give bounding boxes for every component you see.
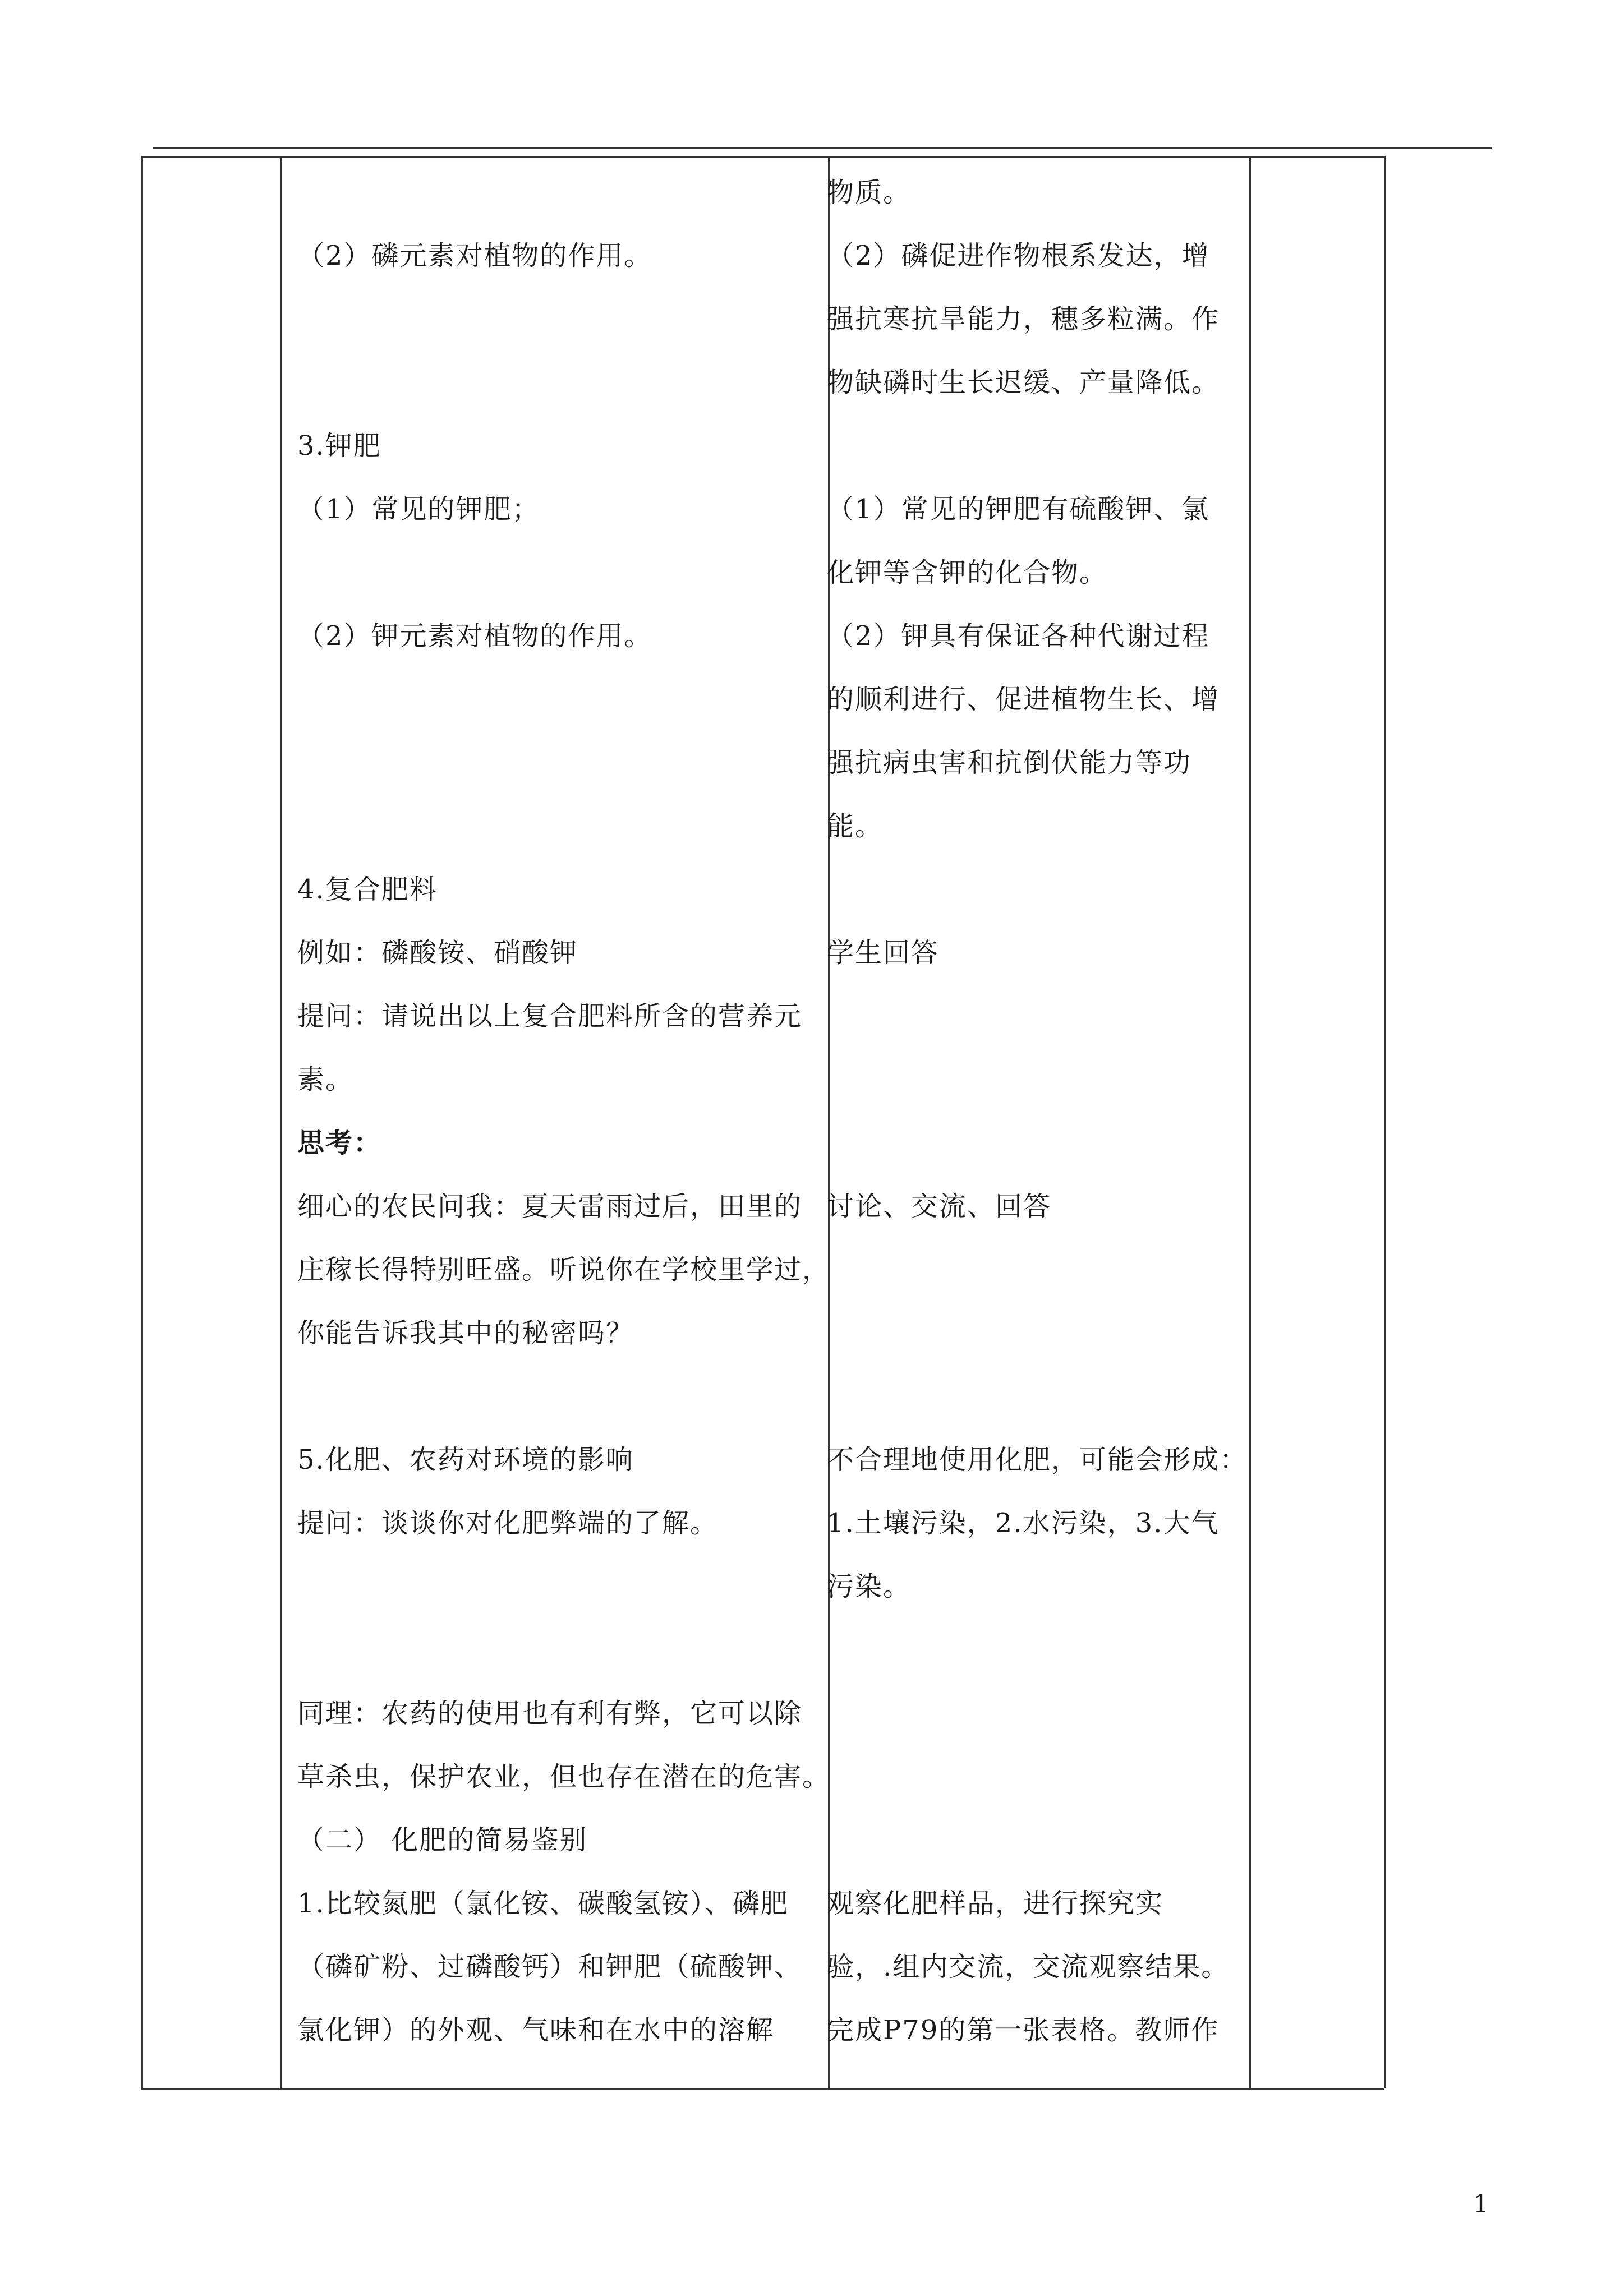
teacher-text-line: 素。 — [297, 1064, 354, 1095]
student-text-line — [827, 1238, 1248, 1302]
teacher-text-line: （2）钾元素对植物的作用。 — [297, 620, 652, 652]
teacher-text-line — [297, 731, 830, 795]
student-text-line — [827, 1048, 1248, 1112]
teacher-text-line — [297, 288, 830, 351]
teacher-text-line: （二） 化肥的简易鉴别 — [297, 1824, 588, 1856]
teacher-text-line: 草杀虫，保护农业，但也存在潜在的危害。 — [297, 1761, 831, 1792]
teacher-text-line: 例如：磷酸铵、硝酸钾 — [297, 937, 578, 969]
teacher-text-line: 提问：谈谈你对化肥弊端的了解。 — [297, 1507, 719, 1539]
header-rule — [153, 147, 1492, 149]
table-border-right — [1384, 156, 1386, 2088]
teacher-text-line: 细心的农民问我：夏天雷雨过后，田里的 — [297, 1191, 803, 1222]
student-text-line: 能。 — [827, 810, 884, 842]
teacher-text-line: 1.比较氮肥（氯化铵、碳酸氢铵）、磷肥 — [297, 1888, 789, 1919]
page-number: 1 — [1473, 2190, 1489, 2219]
teacher-text-line: （2）磷元素对植物的作用。 — [297, 240, 652, 271]
teacher-text-line — [297, 668, 830, 731]
student-activity-column — [827, 161, 1248, 2062]
student-text-line: 化钾等含钾的化合物。 — [827, 557, 1108, 588]
student-text-line: 1.土壤污染，2.水污染，3.大气 — [827, 1507, 1220, 1539]
student-text-line — [827, 1112, 1248, 1175]
student-text-line — [827, 1745, 1248, 1809]
student-text-line: 物质。 — [827, 177, 912, 208]
teacher-text-line: （磷矿粉、过磷酸钙）和钾肥（硫酸钾、 — [297, 1951, 803, 1983]
student-text-line: 强抗病虫害和抗倒伏能力等功 — [827, 747, 1192, 778]
teacher-text-line: 思考： — [297, 1127, 382, 1159]
student-text-line — [827, 1302, 1248, 1365]
student-text-line: 污染。 — [827, 1571, 912, 1602]
teacher-text-line — [297, 351, 830, 414]
teacher-text-line: 你能告诉我其中的秘密吗？ — [297, 1317, 634, 1349]
table-bottom-border — [141, 2088, 1384, 2090]
teacher-text-line: 氯化钾）的外观、气味和在水中的溶解 — [297, 2014, 775, 2046]
student-text-line: 验，.组内交流，交流观察结果。 — [827, 1951, 1230, 1983]
student-text-line: （1）常见的钾肥有硫酸钾、氯 — [827, 494, 1210, 525]
student-text-line — [827, 1809, 1248, 1872]
student-text-line — [827, 1365, 1248, 1428]
teacher-text-line — [297, 541, 830, 605]
student-text-line: 的顺利进行、促进植物生长、增 — [827, 684, 1220, 715]
teacher-text-line: 4.复合肥料 — [297, 874, 438, 905]
teacher-text-line — [297, 1619, 830, 1682]
student-text-line — [827, 985, 1248, 1048]
table-divider-1 — [280, 156, 282, 2088]
table-top-border — [141, 156, 1384, 158]
student-text-line — [827, 1619, 1248, 1682]
teacher-text-line: 5.化肥、农药对环境的影响 — [297, 1444, 634, 1476]
student-text-line: 完成P79的第一张表格。教师作 — [827, 2014, 1220, 2046]
student-text-line — [827, 858, 1248, 921]
teacher-text-line: 庄稼长得特别旺盛。听说你在学校里学过， — [297, 1254, 831, 1285]
table-border-left — [141, 156, 143, 2088]
student-text-line: （2）钾具有保证各种代谢过程 — [827, 620, 1210, 652]
teacher-text-line — [297, 161, 830, 224]
student-text-line — [827, 1682, 1248, 1745]
teacher-text-line — [297, 1365, 830, 1428]
student-text-line: 讨论、交流、回答 — [827, 1191, 1052, 1222]
student-text-line: 强抗寒抗旱能力，穗多粒满。作 — [827, 303, 1220, 335]
student-text-line: 学生回答 — [827, 937, 940, 969]
student-text-line: 物缺磷时生长迟缓、产量降低。 — [827, 367, 1220, 398]
teacher-text-line: 提问：请说出以上复合肥料所含的营养元 — [297, 1001, 803, 1032]
teacher-text-line — [297, 795, 830, 858]
student-text-line: 不合理地使用化肥，可能会形成： — [827, 1444, 1248, 1476]
teacher-text-line: 同理：农药的使用也有利有弊，它可以除 — [297, 1698, 803, 1729]
teacher-text-line — [297, 1555, 830, 1619]
teacher-activity-column — [297, 161, 830, 2062]
teacher-text-line: 3.钾肥 — [297, 430, 381, 462]
teacher-text-line: （1）常见的钾肥； — [297, 494, 540, 525]
student-text-line — [827, 414, 1248, 478]
student-text-line: （2）磷促进作物根系发达，增 — [827, 240, 1210, 271]
student-text-line: 观察化肥样品，进行探究实 — [827, 1888, 1164, 1919]
table-divider-3 — [1249, 156, 1251, 2088]
